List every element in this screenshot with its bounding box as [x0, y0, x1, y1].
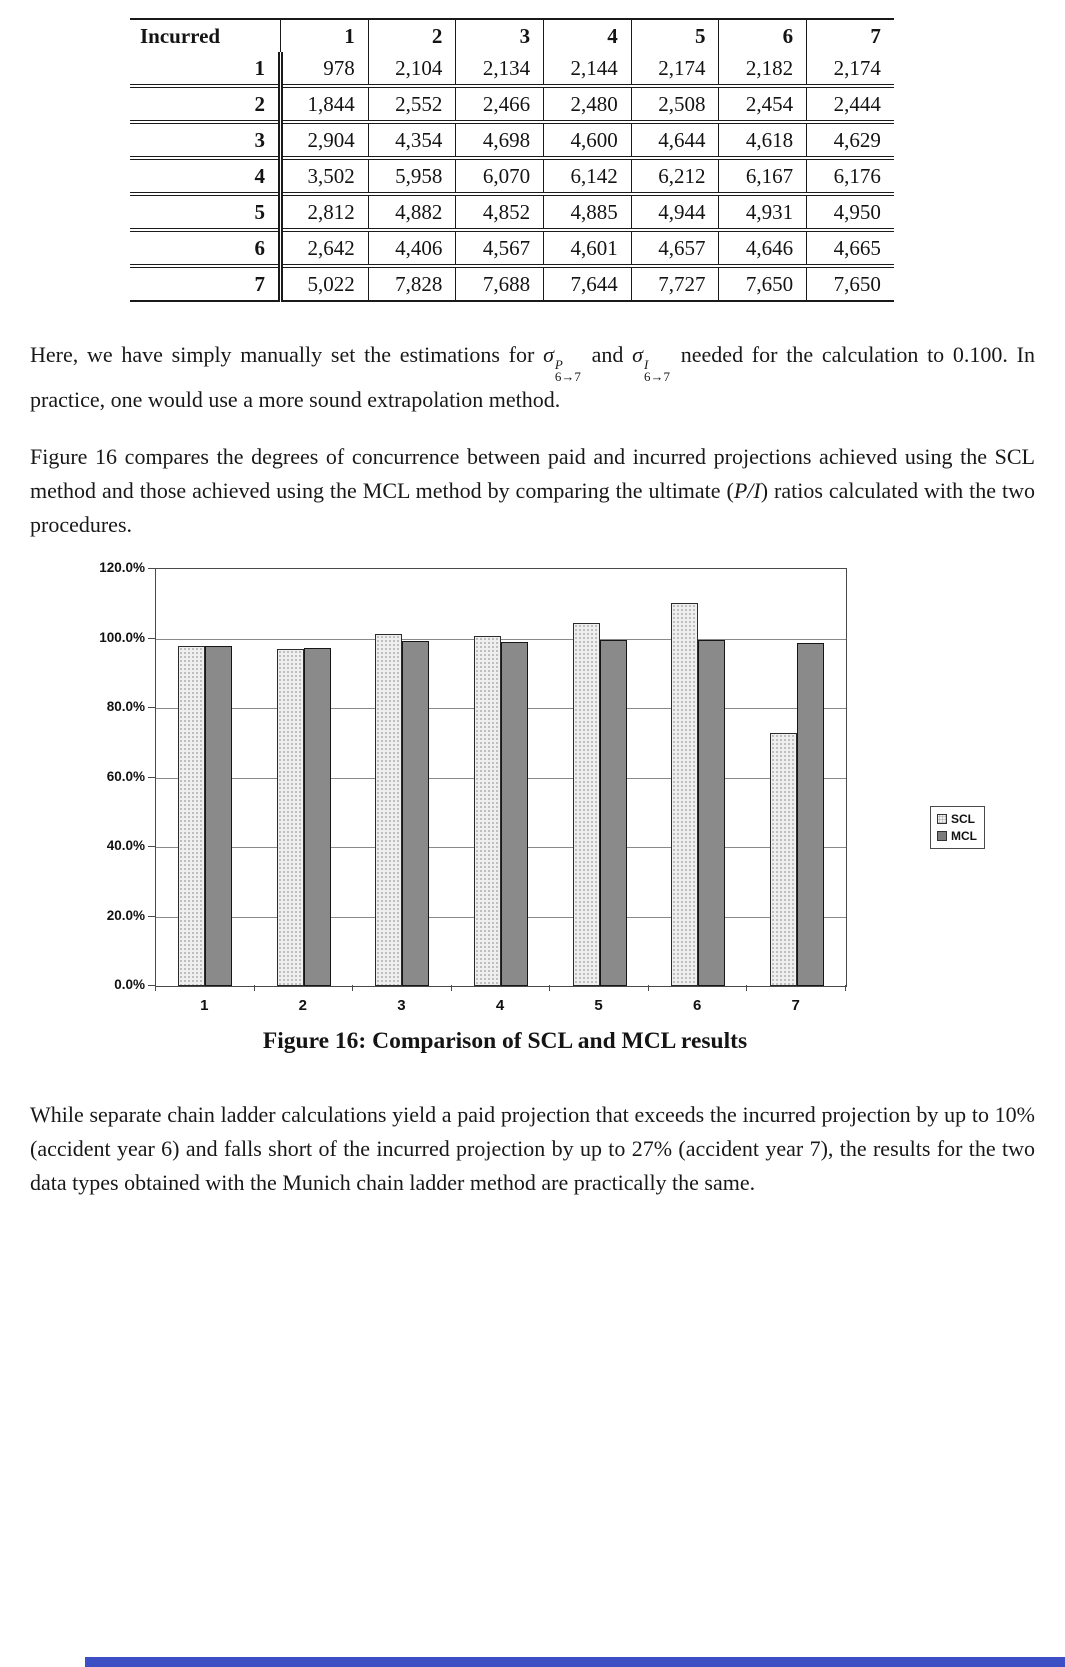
- table-cell: 7,727: [631, 266, 719, 301]
- table-row-header: 4: [254, 163, 265, 188]
- table-cell: 4,698: [456, 122, 544, 158]
- table-row: [130, 230, 894, 266]
- table-row: [130, 52, 894, 86]
- table-cell: 1,844: [281, 86, 369, 122]
- incurred-triangle-table: [130, 18, 894, 302]
- y-axis-tick-label: 0.0%: [114, 977, 145, 992]
- table-cell: 3,502: [281, 158, 369, 194]
- y-axis-tick: [148, 846, 155, 847]
- bar-scl-year-7: [770, 733, 797, 986]
- table-cell: 4,665: [807, 230, 894, 266]
- table-cell: 4,600: [544, 122, 632, 158]
- y-axis-tick-label: 20.0%: [106, 907, 145, 923]
- figure-16-chart: [85, 552, 1010, 1027]
- bar-mcl-year-7: [797, 643, 824, 986]
- sigma-i-symbol: σ: [632, 342, 644, 367]
- bar-scl-year-2: [277, 649, 304, 986]
- y-axis-tick-label: 120.0%: [99, 560, 145, 575]
- y-axis-tick-label: 60.0%: [106, 768, 145, 784]
- table-cell: 7,688: [456, 266, 544, 301]
- table-cell: 2,508: [631, 86, 719, 122]
- table-cell: 2,466: [456, 86, 544, 122]
- table-cell: 2,904: [281, 122, 369, 158]
- table-corner-header: Incurred: [140, 23, 221, 48]
- paragraph-sigma-estimation: [30, 338, 1035, 417]
- sigma-i-subscript: 6→7: [644, 369, 671, 384]
- y-axis-tick: [148, 985, 155, 986]
- bar-mcl-year-4: [501, 642, 528, 986]
- table-cell: 5,022: [281, 266, 369, 301]
- table-cell: 7,644: [544, 266, 632, 301]
- bar-scl-year-5: [573, 623, 600, 986]
- legend-item-scl: [937, 812, 977, 826]
- table-cell: 4,852: [456, 194, 544, 230]
- y-axis-tick: [148, 707, 155, 708]
- table-cell: 4,567: [456, 230, 544, 266]
- table-row-header: 1: [254, 55, 265, 80]
- table-cell: 4,657: [631, 230, 719, 266]
- table-col-header: 2: [368, 19, 456, 52]
- table-cell: 2,134: [456, 52, 544, 86]
- table-cell: 4,931: [719, 194, 807, 230]
- para1-text-a: Here, we have simply manually set the estimations for: [30, 342, 544, 367]
- table-row: [130, 266, 894, 301]
- table-cell: 4,950: [807, 194, 894, 230]
- x-axis-tick: [254, 985, 255, 991]
- legend-item-mcl: [937, 829, 977, 843]
- sigma-p-superscript: P: [554, 357, 563, 372]
- table-col-header: 6: [719, 19, 807, 52]
- table-cell: 2,480: [544, 86, 632, 122]
- table-cell: 4,618: [719, 122, 807, 158]
- table-cell: 4,629: [807, 122, 894, 158]
- x-axis-tick-label: 7: [791, 997, 800, 1014]
- x-axis-tick: [648, 985, 649, 991]
- table-cell: 2,174: [807, 52, 894, 86]
- bar-mcl-year-1: [205, 646, 232, 986]
- mcl-swatch-icon: [937, 831, 947, 841]
- table-cell: 2,104: [368, 52, 456, 86]
- table-header-row: [130, 19, 894, 52]
- table-row-header: 5: [254, 199, 265, 224]
- x-axis-tick-label: 5: [594, 997, 603, 1014]
- x-axis-tick: [352, 985, 353, 991]
- table-cell: 4,882: [368, 194, 456, 230]
- table-cell: 7,650: [807, 266, 894, 301]
- table-cell: 2,182: [719, 52, 807, 86]
- table-cell: 6,212: [631, 158, 719, 194]
- y-axis-tick: [148, 568, 155, 569]
- x-axis-tick: [845, 985, 846, 991]
- bar-scl-year-1: [178, 646, 205, 986]
- bar-mcl-year-2: [304, 648, 331, 986]
- scl-swatch-icon: [937, 814, 947, 824]
- table-cell: 4,406: [368, 230, 456, 266]
- bar-scl-year-6: [671, 603, 698, 986]
- x-axis-tick: [155, 985, 156, 991]
- table-cell: 4,646: [719, 230, 807, 266]
- table-cell: 2,144: [544, 52, 632, 86]
- table-cell: 6,167: [719, 158, 807, 194]
- sigma-i-indices: [644, 359, 670, 383]
- gridline: [156, 639, 846, 640]
- para2-text-b: ) ratios calculated with the two procedures.: [30, 478, 1035, 537]
- table-col-header: 5: [631, 19, 719, 52]
- table-cell: 2,812: [281, 194, 369, 230]
- chart-legend: [930, 806, 985, 849]
- bar-mcl-year-5: [600, 640, 627, 986]
- bar-scl-year-3: [375, 634, 402, 986]
- footer-progress-bar: [85, 1657, 1065, 1667]
- table-cell: 2,174: [631, 52, 719, 86]
- table-cell: 6,142: [544, 158, 632, 194]
- table-body: [130, 52, 894, 301]
- x-axis-tick-label: 4: [495, 997, 505, 1014]
- y-axis-tick: [148, 777, 155, 778]
- table-col-header: 3: [456, 19, 544, 52]
- para1-text-b: and: [582, 342, 633, 367]
- data-table: [130, 18, 894, 302]
- paragraph-conclusion: While separate chain ladder calculations yield a paid projection that exceeds the incurred projection by up to 10% (accident year 6) and falls short of the incurred projection by up to 27% (accident year 7), the results for the two data types obtained with the Munich chain ladder method are practically the same.: [30, 1102, 1035, 1195]
- x-axis-tick: [451, 985, 452, 991]
- plot-area: [155, 568, 847, 987]
- table-row-header: 3: [254, 127, 265, 152]
- table-cell: 4,644: [631, 122, 719, 158]
- sigma-i-superscript: I: [644, 357, 649, 372]
- bar-scl-year-4: [474, 636, 501, 986]
- table-col-header: 4: [544, 19, 632, 52]
- table-cell: 2,454: [719, 86, 807, 122]
- y-axis-tick-label: 40.0%: [106, 838, 145, 853]
- para2-text-a: Figure 16 compares the degrees of concurrence between paid and incurred projections achieved using the SCL method and those achieved using the MCL method by comparing the ultimate (: [30, 444, 1035, 503]
- sigma-p-symbol: σ: [543, 342, 554, 367]
- table-cell: 4,885: [544, 194, 632, 230]
- table-col-header: 7: [807, 19, 894, 52]
- table-cell: 2,444: [807, 86, 894, 122]
- table-cell: 7,650: [719, 266, 807, 301]
- x-axis-tick-label: 3: [397, 997, 406, 1014]
- paragraph-figure-intro: [30, 440, 1035, 542]
- table-row: [130, 122, 894, 158]
- table-row-header: 2: [254, 91, 265, 116]
- table-cell: 2,552: [368, 86, 456, 122]
- table-cell: 978: [281, 52, 369, 86]
- x-axis-tick: [549, 985, 550, 991]
- table-cell: 4,944: [631, 194, 719, 230]
- table-cell: 6,070: [456, 158, 544, 194]
- y-axis-tick: [148, 638, 155, 639]
- pi-ratio-symbol: P/I: [733, 478, 761, 503]
- table-cell: 6,176: [807, 158, 894, 194]
- table-row: [130, 194, 894, 230]
- table-cell: 2,642: [281, 230, 369, 266]
- table-cell: 7,828: [368, 266, 456, 301]
- bar-mcl-year-6: [698, 640, 725, 986]
- table-row: [130, 86, 894, 122]
- x-axis-tick-label: 1: [200, 997, 209, 1014]
- table-row-header: 6: [254, 235, 265, 260]
- legend-label-scl: SCL: [951, 812, 975, 826]
- y-axis-tick-label: 100.0%: [99, 629, 145, 645]
- table-cell: 4,354: [368, 122, 456, 158]
- sigma-p-indices: [555, 359, 581, 383]
- y-axis-tick-label: 80.0%: [106, 699, 145, 714]
- para1-text-c: needed for the calculation to 0.100. In practice, one would use a more sound extrapolation method.: [30, 342, 1035, 412]
- table-row: [130, 158, 894, 194]
- table-col-header: 1: [281, 19, 369, 52]
- x-axis-tick-label: 2: [298, 997, 308, 1014]
- x-axis-tick-label: 6: [692, 997, 702, 1014]
- y-axis-tick: [148, 916, 155, 917]
- x-axis-tick: [746, 985, 747, 991]
- table-cell: 4,601: [544, 230, 632, 266]
- bar-mcl-year-3: [402, 641, 429, 986]
- figure-caption: Figure 16: Comparison of SCL and MCL results: [262, 1028, 748, 1054]
- legend-label-mcl: MCL: [951, 829, 977, 843]
- table-row-header: 7: [254, 271, 265, 296]
- table-cell: 5,958: [368, 158, 456, 194]
- sigma-p-subscript: 6→7: [554, 369, 581, 384]
